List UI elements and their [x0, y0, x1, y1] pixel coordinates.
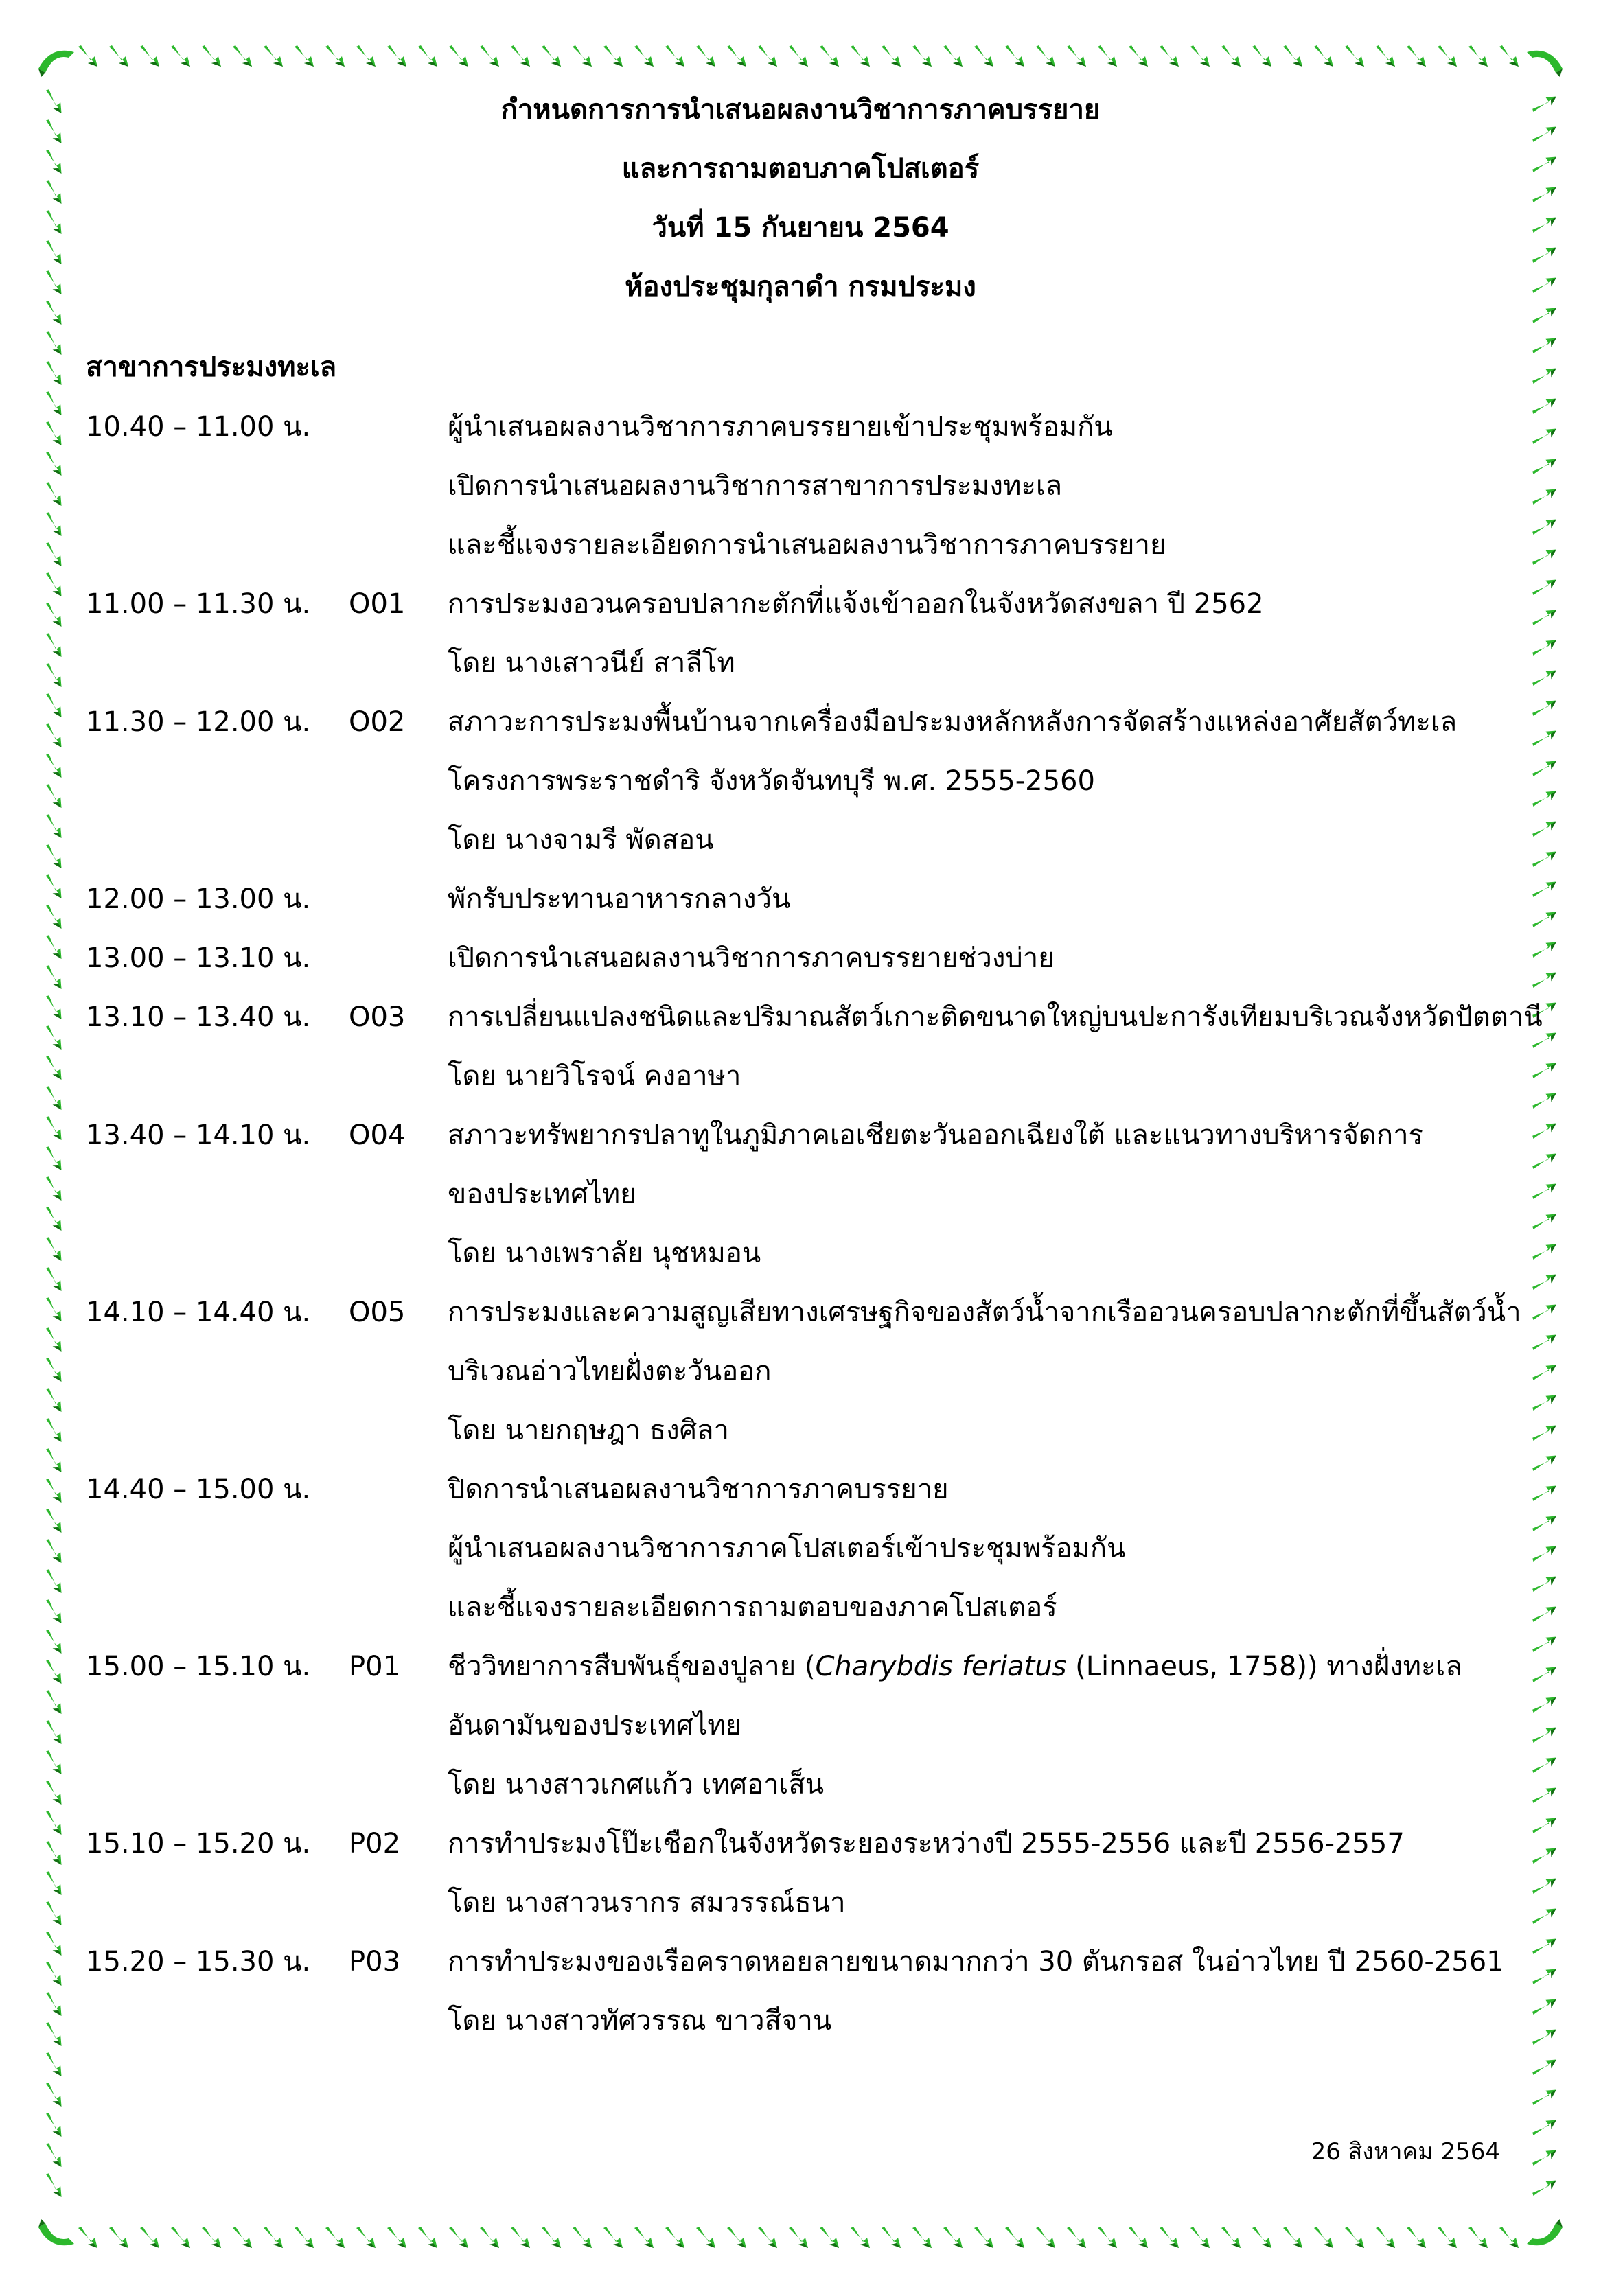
green-arrow-icon	[1499, 2227, 1519, 2248]
green-arrow-icon	[1098, 2227, 1117, 2248]
green-arrow-icon	[264, 45, 283, 67]
green-arrow-icon	[1221, 2227, 1241, 2248]
green-arrow-icon	[1407, 45, 1426, 67]
schedule-row	[0, 1646, 1601, 1705]
row-time: 11.30 – 12.00 น.	[86, 706, 311, 738]
green-arrow-icon	[1532, 2086, 1556, 2109]
schedule-row	[0, 1469, 1601, 1528]
row-description: อันดามันของประเทศไทย	[448, 1710, 742, 1741]
green-arrow-icon	[1532, 2146, 1556, 2169]
row-description: เปิดการนำเสนอผลงานวิชาการภาคบรรยายช่วงบ่าย	[448, 942, 1055, 974]
green-arrow-icon	[789, 2227, 808, 2248]
green-arrow-icon	[851, 45, 870, 67]
green-arrow-icon	[43, 330, 65, 354]
row-time: 15.20 – 15.30 น.	[86, 1946, 311, 1978]
green-arrow-icon	[1532, 364, 1556, 387]
schedule-subtitle: และการถามตอบภาคโปสเตอร์	[621, 153, 980, 185]
row-description: ผู้นำเสนอผลงานวิชาการภาคบรรยายเข้าประชุมพร้อมกัน	[448, 411, 1113, 443]
row-code: O05	[349, 1297, 406, 1328]
schedule-row	[0, 1528, 1601, 1587]
description-text-before: ชีววิทยาการสืบพันธุ์ของปูลาย (	[448, 1651, 816, 1682]
row-time: 15.00 – 15.10 น.	[86, 1651, 311, 1682]
green-arrow-icon	[202, 45, 221, 67]
green-arrow-icon	[1221, 45, 1241, 67]
green-arrow-icon	[727, 45, 746, 67]
corner-swoosh-top-right	[1527, 51, 1563, 77]
green-arrow-icon	[603, 2227, 623, 2248]
schedule-row	[0, 820, 1601, 879]
green-arrow-icon	[511, 45, 530, 67]
green-arrow-icon	[573, 2227, 592, 2248]
border-bottom-arrows	[78, 2227, 1519, 2248]
schedule-row	[0, 1941, 1601, 2000]
green-arrow-icon	[480, 45, 499, 67]
green-arrow-icon	[665, 2227, 684, 2248]
green-arrow-icon	[882, 45, 901, 67]
green-arrow-icon	[1160, 2227, 1179, 2248]
row-presenter: โดย นางสาวนรากร สมวรรณ์ธนา	[448, 1887, 846, 1918]
green-arrow-icon	[943, 45, 963, 67]
row-description: บริเวณอ่าวไทยฝั่งตะวันออก	[448, 1356, 772, 1387]
row-time: 13.00 – 13.10 น.	[86, 942, 311, 974]
green-arrow-icon	[480, 2227, 499, 2248]
schedule-row	[0, 1705, 1601, 1764]
schedule-row	[0, 1351, 1601, 1410]
row-code: P01	[349, 1651, 401, 1682]
row-code: P02	[349, 1828, 401, 1859]
row-code: O02	[349, 706, 406, 738]
schedule-row	[0, 938, 1601, 997]
green-arrow-icon	[233, 2227, 252, 2248]
green-arrow-icon	[573, 45, 592, 67]
green-arrow-icon	[820, 45, 839, 67]
schedule-row	[0, 524, 1601, 583]
schedule-row	[0, 2000, 1601, 2059]
green-arrow-icon	[1376, 2227, 1395, 2248]
green-arrow-icon	[78, 45, 97, 67]
green-arrow-icon	[1129, 2227, 1148, 2248]
row-presenter: โดย นางสาวทัศวรรณ ขาวสีจาน	[448, 2005, 832, 2037]
green-arrow-icon	[1190, 45, 1210, 67]
green-arrow-icon	[634, 45, 654, 67]
row-code: P03	[349, 1946, 401, 1978]
green-arrow-icon	[418, 45, 437, 67]
green-arrow-icon	[1005, 2227, 1024, 2248]
green-arrow-icon	[43, 2142, 65, 2166]
row-description	[448, 1646, 1462, 1687]
green-arrow-icon	[140, 2227, 159, 2248]
row-time: 13.40 – 14.10 น.	[86, 1120, 311, 1151]
green-arrow-icon	[1036, 2227, 1055, 2248]
green-arrow-icon	[43, 2082, 65, 2106]
green-arrow-icon	[1376, 45, 1395, 67]
schedule-row	[0, 1882, 1601, 1941]
green-arrow-icon	[109, 45, 128, 67]
green-arrow-icon	[449, 2227, 468, 2248]
green-arrow-icon	[665, 45, 684, 67]
row-time: 13.10 – 13.40 น.	[86, 1001, 311, 1033]
green-arrow-icon	[727, 2227, 746, 2248]
green-arrow-icon	[758, 45, 777, 67]
row-description: โครงการพระราชดำริ จังหวัดจันทบุรี พ.ศ. 2555-2560	[448, 765, 1095, 797]
green-arrow-icon	[140, 45, 159, 67]
row-presenter: โดย นางจามรี พัดสอน	[448, 824, 714, 856]
row-time: 14.40 – 15.00 น.	[86, 1474, 311, 1505]
row-description: ผู้นำเสนอผลงานวิชาการภาคโปสเตอร์เข้าประชุมพร้อมกัน	[448, 1533, 1126, 1564]
row-description: พักรับประทานอาหารกลางวัน	[448, 883, 791, 915]
schedule-row	[0, 406, 1601, 465]
green-arrow-icon	[43, 2172, 65, 2196]
green-arrow-icon	[912, 2227, 932, 2248]
green-arrow-icon	[1067, 45, 1086, 67]
green-arrow-icon	[974, 2227, 993, 2248]
green-arrow-icon	[325, 45, 345, 67]
green-arrow-icon	[43, 360, 65, 384]
schedule-row	[0, 1174, 1601, 1233]
green-arrow-icon	[603, 45, 623, 67]
green-arrow-icon	[1345, 45, 1364, 67]
green-arrow-icon	[542, 45, 561, 67]
row-description: ปิดการนำเสนอผลงานวิชาการภาคบรรยาย	[448, 1474, 949, 1505]
green-arrow-icon	[356, 45, 376, 67]
green-arrow-icon	[696, 2227, 715, 2248]
green-arrow-icon	[1468, 2227, 1488, 2248]
green-arrow-icon	[1036, 45, 1055, 67]
schedule-row	[0, 701, 1601, 761]
description-text-after: (Linnaeus, 1758)) ทางฝั่งทะเล	[1066, 1651, 1462, 1682]
species-name: Charybdis feriatus	[815, 1651, 1067, 1682]
green-arrow-icon	[43, 2112, 65, 2136]
green-arrow-icon	[1252, 45, 1271, 67]
green-arrow-icon	[542, 2227, 561, 2248]
green-arrow-icon	[325, 2227, 345, 2248]
green-arrow-icon	[1314, 2227, 1333, 2248]
green-arrow-icon	[1532, 2116, 1556, 2139]
schedule-row	[0, 1292, 1601, 1351]
green-arrow-icon	[387, 45, 406, 67]
row-description: เปิดการนำเสนอผลงานวิชาการสาขาการประมงทะเล	[448, 470, 1063, 502]
green-arrow-icon	[1283, 45, 1302, 67]
green-arrow-icon	[1499, 45, 1519, 67]
schedule-row	[0, 583, 1601, 642]
green-arrow-icon	[171, 45, 190, 67]
corner-swoosh-bottom-left	[38, 2219, 74, 2245]
green-arrow-icon	[1190, 2227, 1210, 2248]
green-arrow-icon	[1314, 45, 1333, 67]
row-time: 15.10 – 15.20 น.	[86, 1828, 311, 1859]
corner-swoosh-top-left	[38, 51, 74, 77]
green-arrow-icon	[1438, 45, 1457, 67]
green-arrow-icon	[1532, 334, 1556, 357]
green-arrow-icon	[387, 2227, 406, 2248]
green-arrow-icon	[1468, 45, 1488, 67]
schedule-row	[0, 1115, 1601, 1174]
green-arrow-icon	[264, 2227, 283, 2248]
row-time: 11.00 – 11.30 น.	[86, 588, 311, 620]
row-presenter: โดย นางเสาวนีย์ สาลีโท	[448, 647, 735, 679]
green-arrow-icon	[789, 45, 808, 67]
green-arrow-icon	[233, 45, 252, 67]
schedule-row	[0, 879, 1601, 938]
row-description: การประมงและความสูญเสียทางเศรษฐกิจของสัตว์น้ำจากเรืออวนครอบปลากะตักที่ขึ้นสัตว์น้ำ	[448, 1297, 1521, 1328]
green-arrow-icon	[851, 2227, 870, 2248]
row-code: O03	[349, 1001, 406, 1033]
section-title: สาขาการประมงทะเล	[86, 351, 337, 383]
event-date: วันที่ 15 กันยายน 2564	[652, 212, 949, 244]
green-arrow-icon	[696, 45, 715, 67]
green-arrow-icon	[295, 45, 314, 67]
row-description: การทำประมงของเรือคราดหอยลายขนาดมากกว่า 30 ตันกรอส ในอ่าวไทย ปี 2560-2561	[448, 1946, 1504, 1978]
schedule-row	[0, 1233, 1601, 1292]
row-code: O04	[349, 1120, 406, 1151]
green-arrow-icon	[974, 45, 993, 67]
schedule-row	[0, 465, 1601, 524]
event-venue: ห้องประชุมกุลาดำ กรมประมง	[625, 271, 976, 303]
green-arrow-icon	[1160, 45, 1179, 67]
row-code: O01	[349, 588, 406, 620]
schedule-row	[0, 1823, 1601, 1882]
schedule-row	[0, 997, 1601, 1056]
green-arrow-icon	[912, 45, 932, 67]
green-arrow-icon	[356, 2227, 376, 2248]
green-arrow-icon	[109, 2227, 128, 2248]
row-description: และชี้แจงรายละเอียดการนำเสนอผลงานวิชาการภาคบรรยาย	[448, 529, 1166, 561]
green-arrow-icon	[1532, 304, 1556, 327]
green-arrow-icon	[202, 2227, 221, 2248]
row-description: สภาวะทรัพยากรปลาทูในภูมิภาคเอเชียตะวันออกเฉียงใต้ และแนวทางบริหารจัดการ	[448, 1120, 1424, 1151]
green-arrow-icon	[1532, 2056, 1556, 2078]
green-arrow-icon	[634, 2227, 654, 2248]
border-top-arrows	[78, 45, 1519, 67]
row-description: การทำประมงโป๊ะเชือกในจังหวัดระยองระหว่างปี 2555-2556 และปี 2556-2557	[448, 1828, 1405, 1859]
row-time: 12.00 – 13.00 น.	[86, 883, 311, 915]
row-presenter: โดย นายกฤษฎา ธงศิลา	[448, 1415, 729, 1446]
schedule-row	[0, 761, 1601, 820]
row-description: สภาวะการประมงพื้นบ้านจากเครื่องมือประมงหลักหลังการจัดสร้างแหล่งอาศัยสัตว์ทะเล	[448, 706, 1458, 738]
green-arrow-icon	[882, 2227, 901, 2248]
green-arrow-icon	[449, 45, 468, 67]
green-arrow-icon	[171, 2227, 190, 2248]
green-arrow-icon	[1407, 2227, 1426, 2248]
green-arrow-icon	[78, 2227, 97, 2248]
schedule-row	[0, 1410, 1601, 1469]
green-arrow-icon	[1532, 2177, 1556, 2199]
schedule-row	[0, 1056, 1601, 1115]
row-presenter: โดย นางเพราลัย นุชหมอน	[448, 1238, 761, 1269]
corner-swoosh-bottom-right	[1527, 2219, 1563, 2245]
green-arrow-icon	[511, 2227, 530, 2248]
row-presenter: โดย นายวิโรจน์ คงอาษา	[448, 1060, 741, 1092]
green-arrow-icon	[295, 2227, 314, 2248]
schedule-title: กำหนดการการนำเสนอผลงานวิชาการภาคบรรยาย	[500, 94, 1101, 126]
green-arrow-icon	[1005, 45, 1024, 67]
row-time: 10.40 – 11.00 น.	[86, 411, 311, 443]
schedule-row	[0, 1587, 1601, 1646]
row-description: และชี้แจงรายละเอียดการถามตอบของภาคโปสเตอร์	[448, 1592, 1057, 1623]
row-description: การเปลี่ยนแปลงชนิดและปริมาณสัตว์เกาะติดขนาดใหญ่บนปะการังเทียมบริเวณจังหวัดปัตตานี	[448, 1001, 1543, 1033]
green-arrow-icon	[418, 2227, 437, 2248]
green-arrow-icon	[1067, 2227, 1086, 2248]
green-arrow-icon	[1345, 2227, 1364, 2248]
row-time: 14.10 – 14.40 น.	[86, 1297, 311, 1328]
green-arrow-icon	[1438, 2227, 1457, 2248]
row-description: ของประเทศไทย	[448, 1179, 636, 1210]
green-arrow-icon	[820, 2227, 839, 2248]
green-arrow-icon	[943, 2227, 963, 2248]
document-date: 26 สิงหาคม 2564	[1311, 2138, 1500, 2166]
green-arrow-icon	[758, 2227, 777, 2248]
green-arrow-icon	[1252, 2227, 1271, 2248]
schedule-row	[0, 642, 1601, 701]
row-description: การประมงอวนครอบปลากะตักที่แจ้งเข้าออกในจังหวัดสงขลา ปี 2562	[448, 588, 1264, 620]
green-arrow-icon	[1283, 2227, 1302, 2248]
schedule-row	[0, 1764, 1601, 1823]
green-arrow-icon	[1098, 45, 1117, 67]
row-presenter: โดย นางสาวเกศแก้ว เทศอาเส็น	[448, 1769, 825, 1800]
green-arrow-icon	[1129, 45, 1148, 67]
